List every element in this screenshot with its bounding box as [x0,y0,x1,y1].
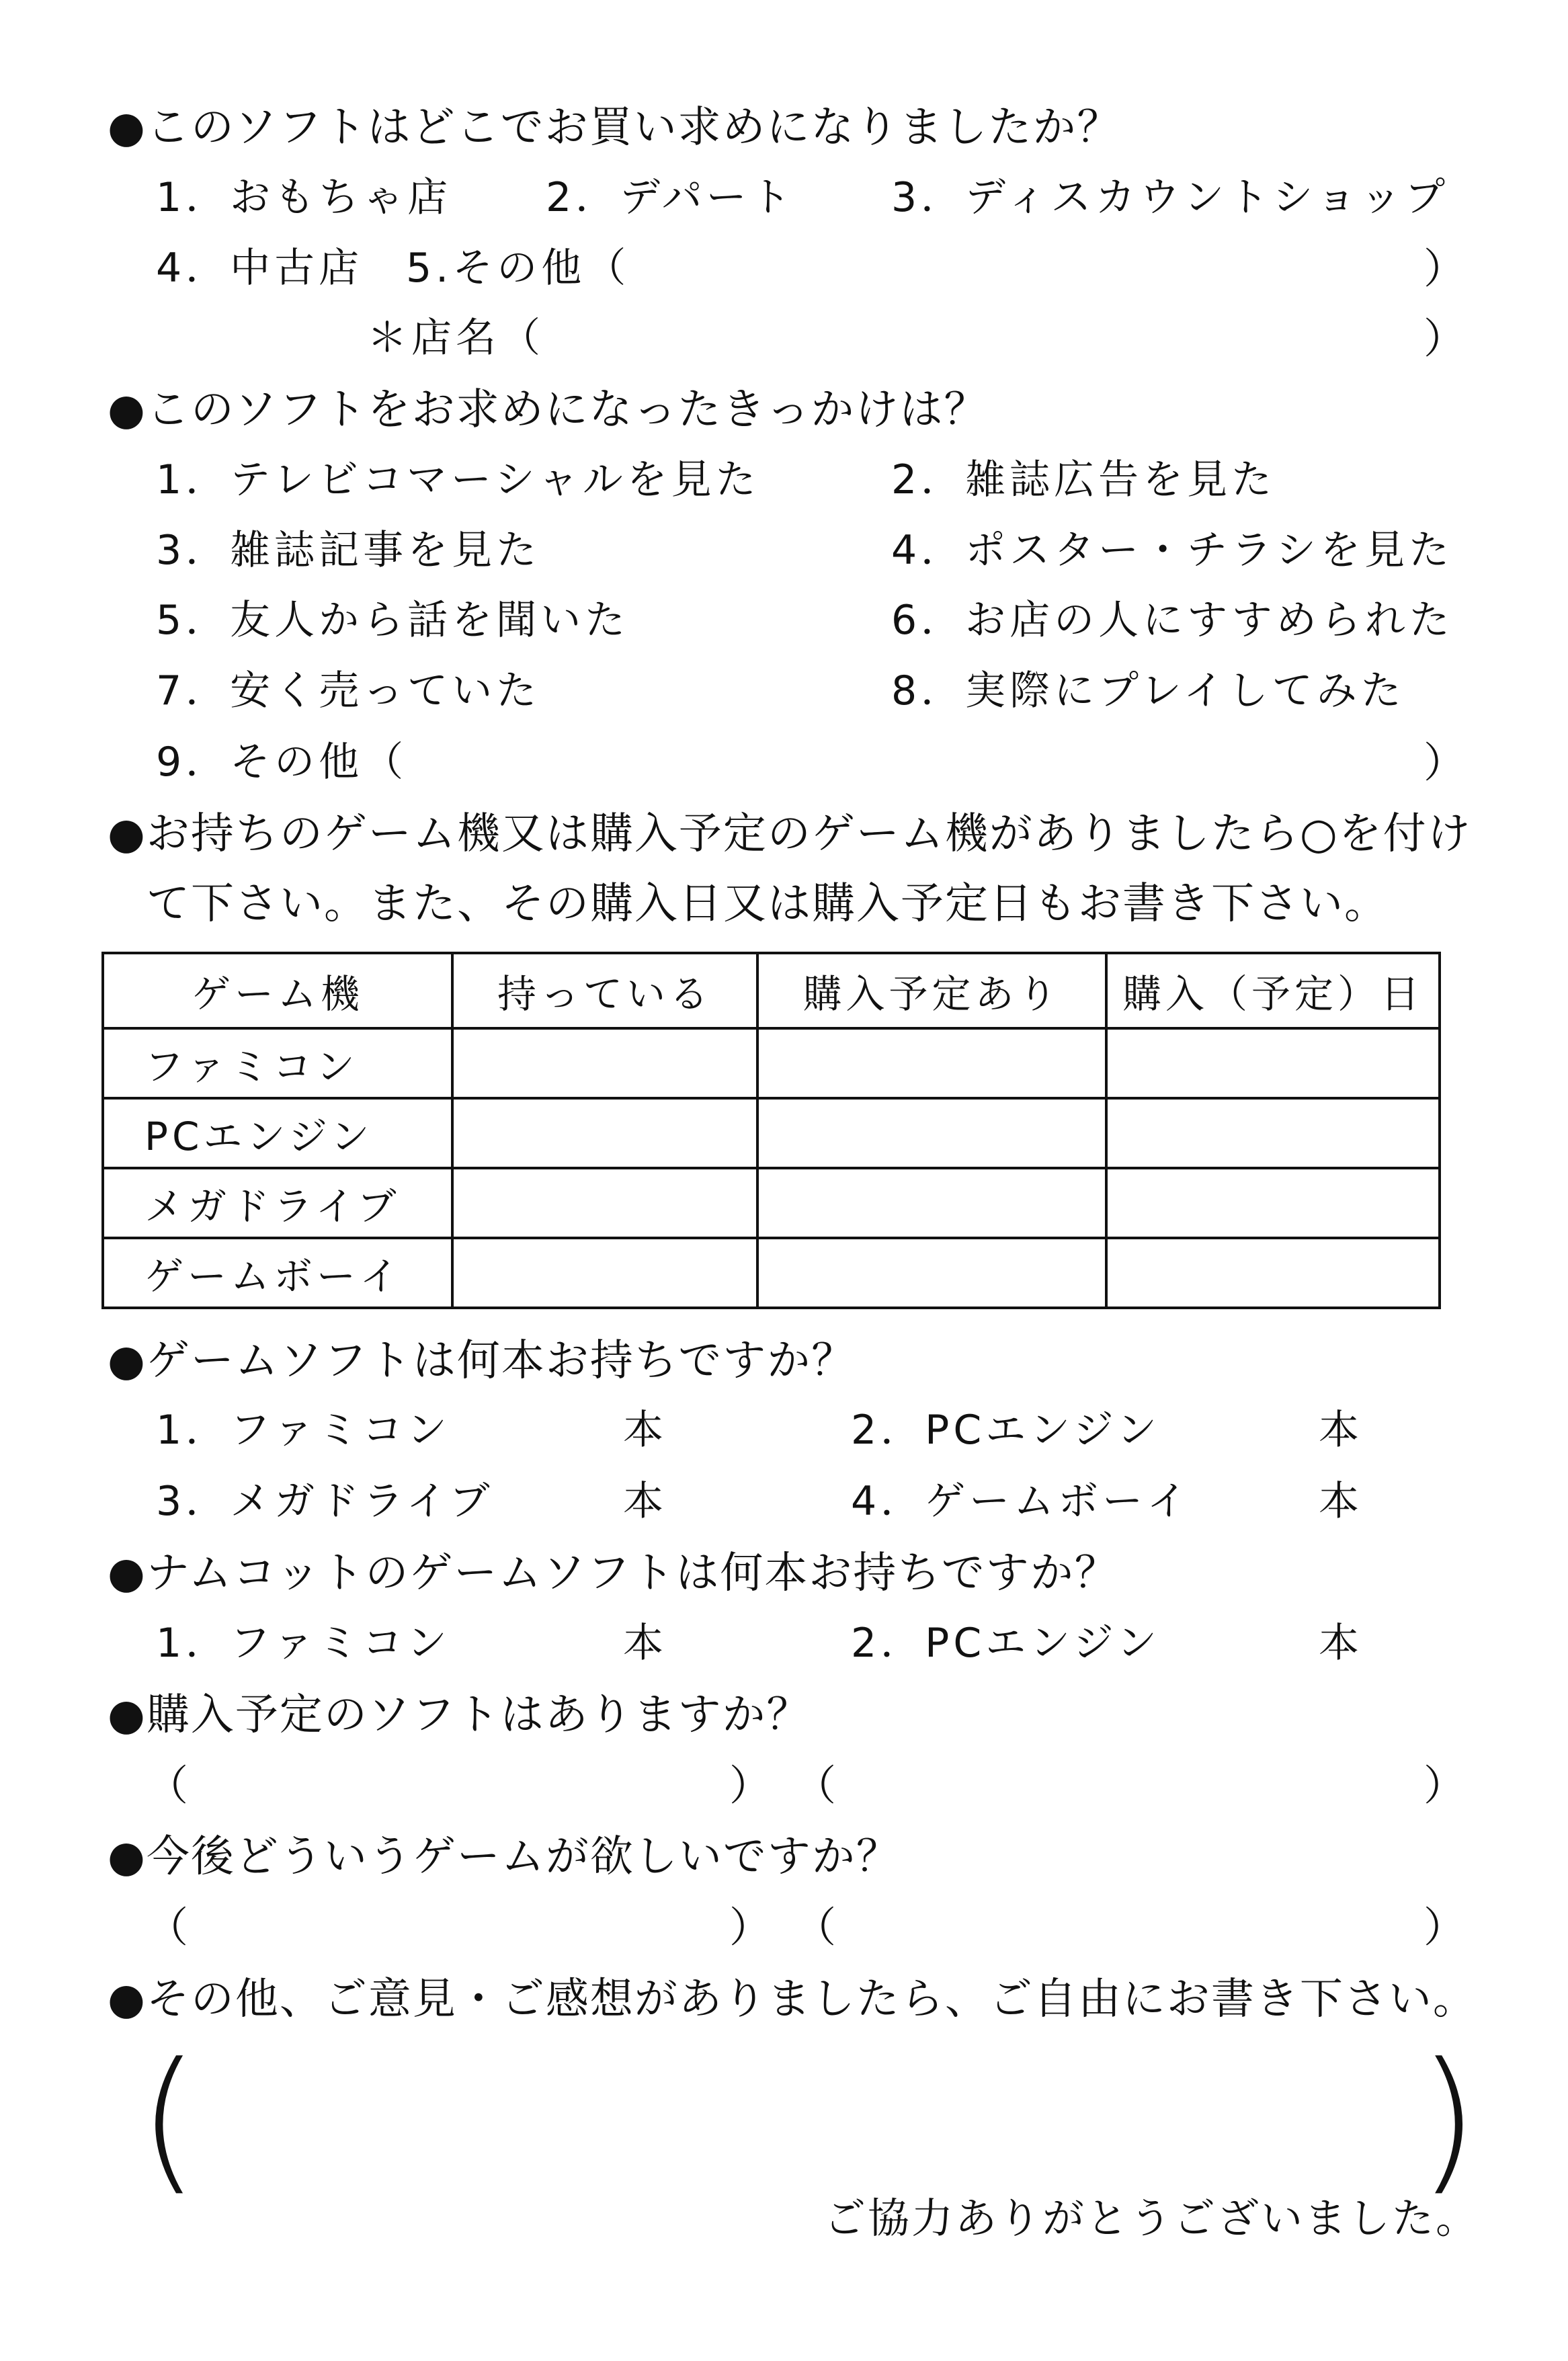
row-label-pc-engine: PCエンジン [103,1098,452,1168]
table-header-row [103,953,1440,1028]
question-text: お持ちのゲーム機又は購入予定のゲーム機がありましたら○を付け [146,809,1472,859]
count-unit: 本 [1319,1478,1363,1525]
option-poster-flyer: 4．ポスター・チラシを見た [891,527,1454,574]
cell-plan-to-buy[interactable] [757,1098,1106,1168]
count-pc-engine-label: 2．PCエンジン [851,1407,1161,1454]
row-label-famicom: ファミコン [103,1028,452,1098]
header-console: ゲーム機 [103,953,452,1028]
option-magazine-ad: 2．雑誌広告を見た [891,456,1276,503]
option-other-store: 5.その他（ [406,245,630,292]
question-namcot-count [108,1548,1119,1598]
open-paren: （ [794,1761,837,1810]
namcot-pc-engine-label: 2．PCエンジン [851,1620,1161,1667]
bullet: ● [108,103,147,153]
question-consoles-line2: て下さい。また、その購入日又は購入予定日もお書き下さい。 [147,879,1389,929]
cell-purchase-date[interactable] [1106,1098,1440,1168]
count-game-boy-label: 4．ゲームボーイ [851,1478,1192,1525]
question-text: ナムコットのゲームソフトは何本お持ちですか？ [146,1548,1119,1598]
option-tv-commercial: 1．テレビコマーシャルを見た [156,456,760,503]
table-row [103,1168,1440,1238]
option-store-staff: 6．お店の人にすすめられた [891,597,1454,644]
option-other-reason: 9．その他（ [156,739,408,786]
bullet: ● [108,809,147,859]
question-text: その他、ご意見・ご感想がありましたら、ご自由にお書き下さい。 [146,1975,1477,2024]
close-paren: ） [1423,1903,1466,1952]
closing-thanks: ご協力ありがとうございました。 [824,2194,1480,2243]
close-big-paren: ) [1418,2030,1479,2210]
cell-plan-to-buy[interactable] [757,1168,1106,1238]
bullet: ● [108,385,147,435]
option-friend: 5．友人から話を聞いた [156,597,630,644]
question-planned-software [108,1690,811,1740]
count-unit: 本 [623,1407,667,1454]
header-plan-to-buy: 購入予定あり [757,953,1106,1028]
bullet: ● [108,1548,147,1598]
option-discount-shop: 3．ディスカウントショップ [891,174,1450,221]
close-paren: ） [729,1903,772,1952]
cell-plan-to-buy[interactable] [757,1238,1106,1308]
cell-purchase-date[interactable] [1106,1168,1440,1238]
table-row [103,1028,1440,1098]
question-reason [108,385,989,435]
row-label-mega-drive: メガドライブ [103,1168,452,1238]
count-unit: 本 [1319,1620,1363,1667]
close-paren: ） [1423,244,1466,293]
question-consoles [108,809,1472,859]
open-paren: （ [794,1903,837,1952]
option-department-store: 2．デパート [546,174,795,221]
close-paren: ） [1423,738,1466,787]
open-paren: （ [147,1903,189,1952]
open-paren: （ [147,1761,189,1810]
question-text: 今後どういうゲームが欲しいですか？ [146,1832,901,1882]
open-big-paren: ( [138,2030,199,2210]
close-paren: ） [1423,1761,1466,1810]
table-row [103,1238,1440,1308]
bullet: ● [108,1690,147,1740]
count-unit: 本 [1319,1407,1363,1454]
console-table [101,952,1441,1309]
option-toy-store: 1．おもちゃ店 [156,174,452,221]
question-text: このソフトはどこでお買い求めになりましたか？ [146,103,1122,153]
bullet: ● [108,1975,147,2024]
question-comments [108,1975,1477,2024]
close-paren: ） [1423,314,1466,363]
question-text: このソフトをお求めになったきっかけは？ [146,385,989,435]
cell-owned[interactable] [452,1238,757,1308]
namcot-famicom-label: 1．ファミコン [156,1620,451,1667]
cell-owned[interactable] [452,1098,757,1168]
option-played: 8．実際にプレイしてみた [891,667,1405,714]
header-purchase-date: 購入（予定）日 [1106,953,1440,1028]
question-software-count [108,1336,856,1386]
bullet: ● [108,1832,147,1882]
option-used-store: 4．中古店 [156,245,364,292]
question-text: ゲームソフトは何本お持ちですか？ [146,1336,856,1386]
table-row [103,1098,1440,1168]
question-text: 購入予定のソフトはありますか？ [146,1690,811,1740]
count-unit: 本 [623,1620,667,1667]
count-famicom-label: 1．ファミコン [156,1407,451,1454]
cell-owned[interactable] [452,1168,757,1238]
cell-purchase-date[interactable] [1106,1028,1440,1098]
cell-owned[interactable] [452,1028,757,1098]
question-where-bought [108,103,1122,153]
option-cheap: 7．安く売っていた [156,667,541,714]
cell-plan-to-buy[interactable] [757,1028,1106,1098]
row-label-game-boy: ゲームボーイ [103,1238,452,1308]
store-name-field: ＊店名（ [367,315,544,362]
close-paren: ） [729,1761,772,1810]
bullet: ● [108,1336,147,1386]
cell-purchase-date[interactable] [1106,1238,1440,1308]
question-wanted-games [108,1832,901,1882]
option-magazine-article: 3．雑誌記事を見た [156,527,541,574]
count-unit: 本 [623,1478,667,1525]
header-owned: 持っている [452,953,757,1028]
count-mega-drive-label: 3．メガドライブ [156,1478,494,1525]
